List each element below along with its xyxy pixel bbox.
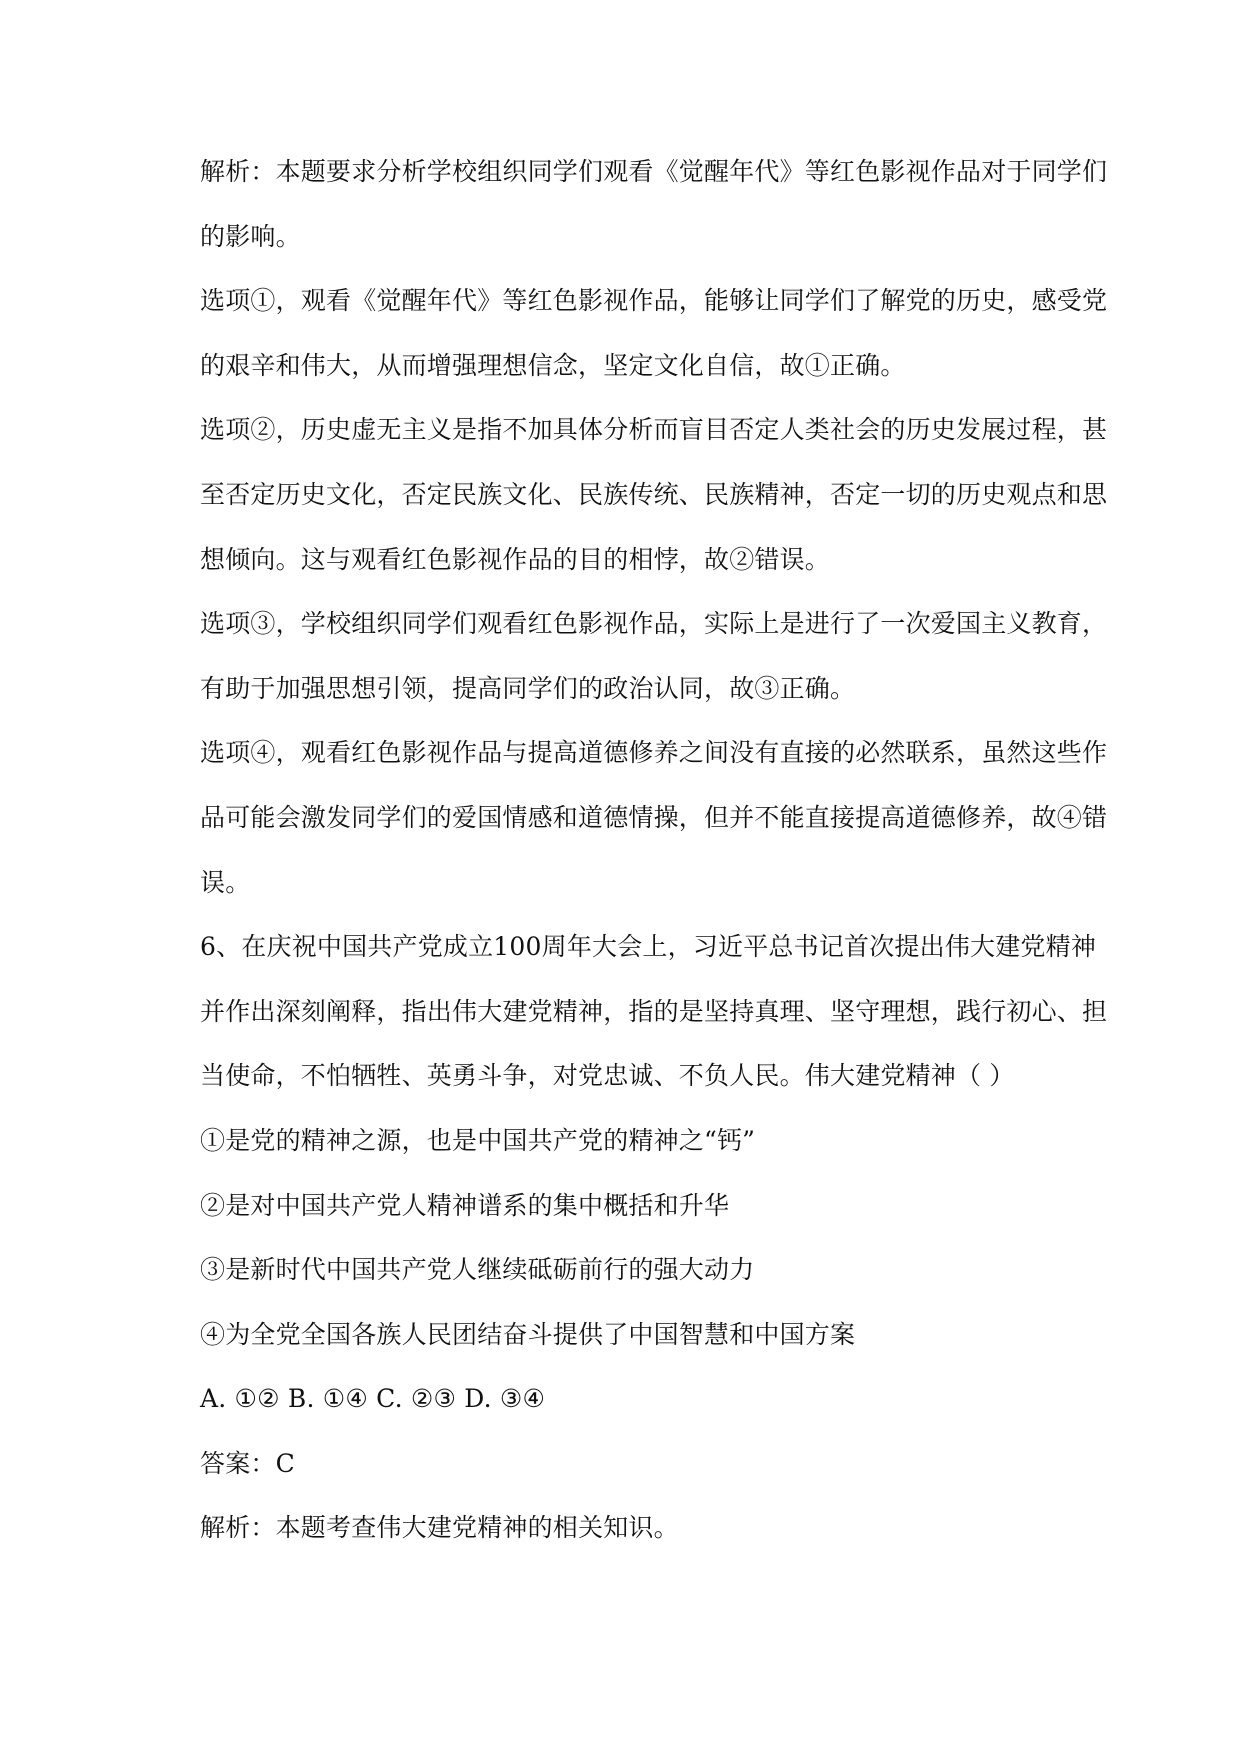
statement-line: ①是党的精神之源，也是中国共产党的精神之“钙” xyxy=(200,1125,756,1155)
document-content xyxy=(200,140,1108,1561)
option-analysis-line: 有助于加强思想引领，提高同学们的政治认同，故③正确。 xyxy=(200,673,856,703)
option-analysis-line: 品可能会激发同学们的爱国情感和道德情操，但并不能直接提高道德修养，故④错 xyxy=(200,802,1108,832)
analysis-line: 解析：本题要求分析学校组织同学们观看《觉醒年代》等红色影视作品对于同学们 xyxy=(200,157,1108,186)
option-analysis-line: 误。 xyxy=(200,867,251,897)
analysis-line: 的影响。 xyxy=(200,221,301,251)
option-analysis-line: 想倾向。这与观看红色影视作品的目的相悖，故②错误。 xyxy=(200,544,831,574)
option-analysis-line: 选项④，观看红色影视作品与提高道德修养之间没有直接的必然联系，虽然这些作 xyxy=(200,738,1108,768)
option-analysis-line: 的艰辛和伟大，从而增强理想信念，坚定文化自信，故①正确。 xyxy=(200,350,906,380)
statement-line: ③是新时代中国共产党人继续砥砺前行的强大动力 xyxy=(200,1255,755,1285)
answer-line: 答案：C xyxy=(200,1448,295,1478)
question-stem-line: 6、在庆祝中国共产党成立100周年大会上，习近平总书记首次提出伟大建党精神 xyxy=(200,932,1097,962)
option-analysis-line: 选项③，学校组织同学们观看红色影视作品，实际上是进行了一次爱国主义教育， xyxy=(200,609,1108,639)
statement-line: ④为全党全国各族人民团结奋斗提供了中国智慧和中国方案 xyxy=(200,1319,856,1349)
statement-line: ②是对中国共产党人精神谱系的集中概括和升华 xyxy=(200,1190,730,1220)
option-analysis-line: 选项②，历史虚无主义是指不加具体分析而盲目否定人类社会的历史发展过程，甚 xyxy=(200,415,1108,445)
option-analysis-line: 选项①，观看《觉醒年代》等红色影视作品，能够让同学们了解党的历史，感受党 xyxy=(200,286,1108,316)
question-stem-line: 并作出深刻阐释，指出伟大建党精神，指的是坚持真理、坚守理想，践行初心、担 xyxy=(200,996,1108,1026)
question-stem-line: 当使命，不怕牺牲、英勇斗争，对党忠诚、不负人民。伟大建党精神（ ） xyxy=(200,1061,1015,1091)
answer-choices-line: A. ①② B. ①④ C. ②③ D. ③④ xyxy=(200,1384,546,1414)
option-analysis-line: 至否定历史文化，否定民族文化、民族传统、民族精神，否定一切的历史观点和思 xyxy=(200,479,1108,509)
analysis-line: 解析：本题考查伟大建党精神的相关知识。 xyxy=(200,1513,679,1543)
